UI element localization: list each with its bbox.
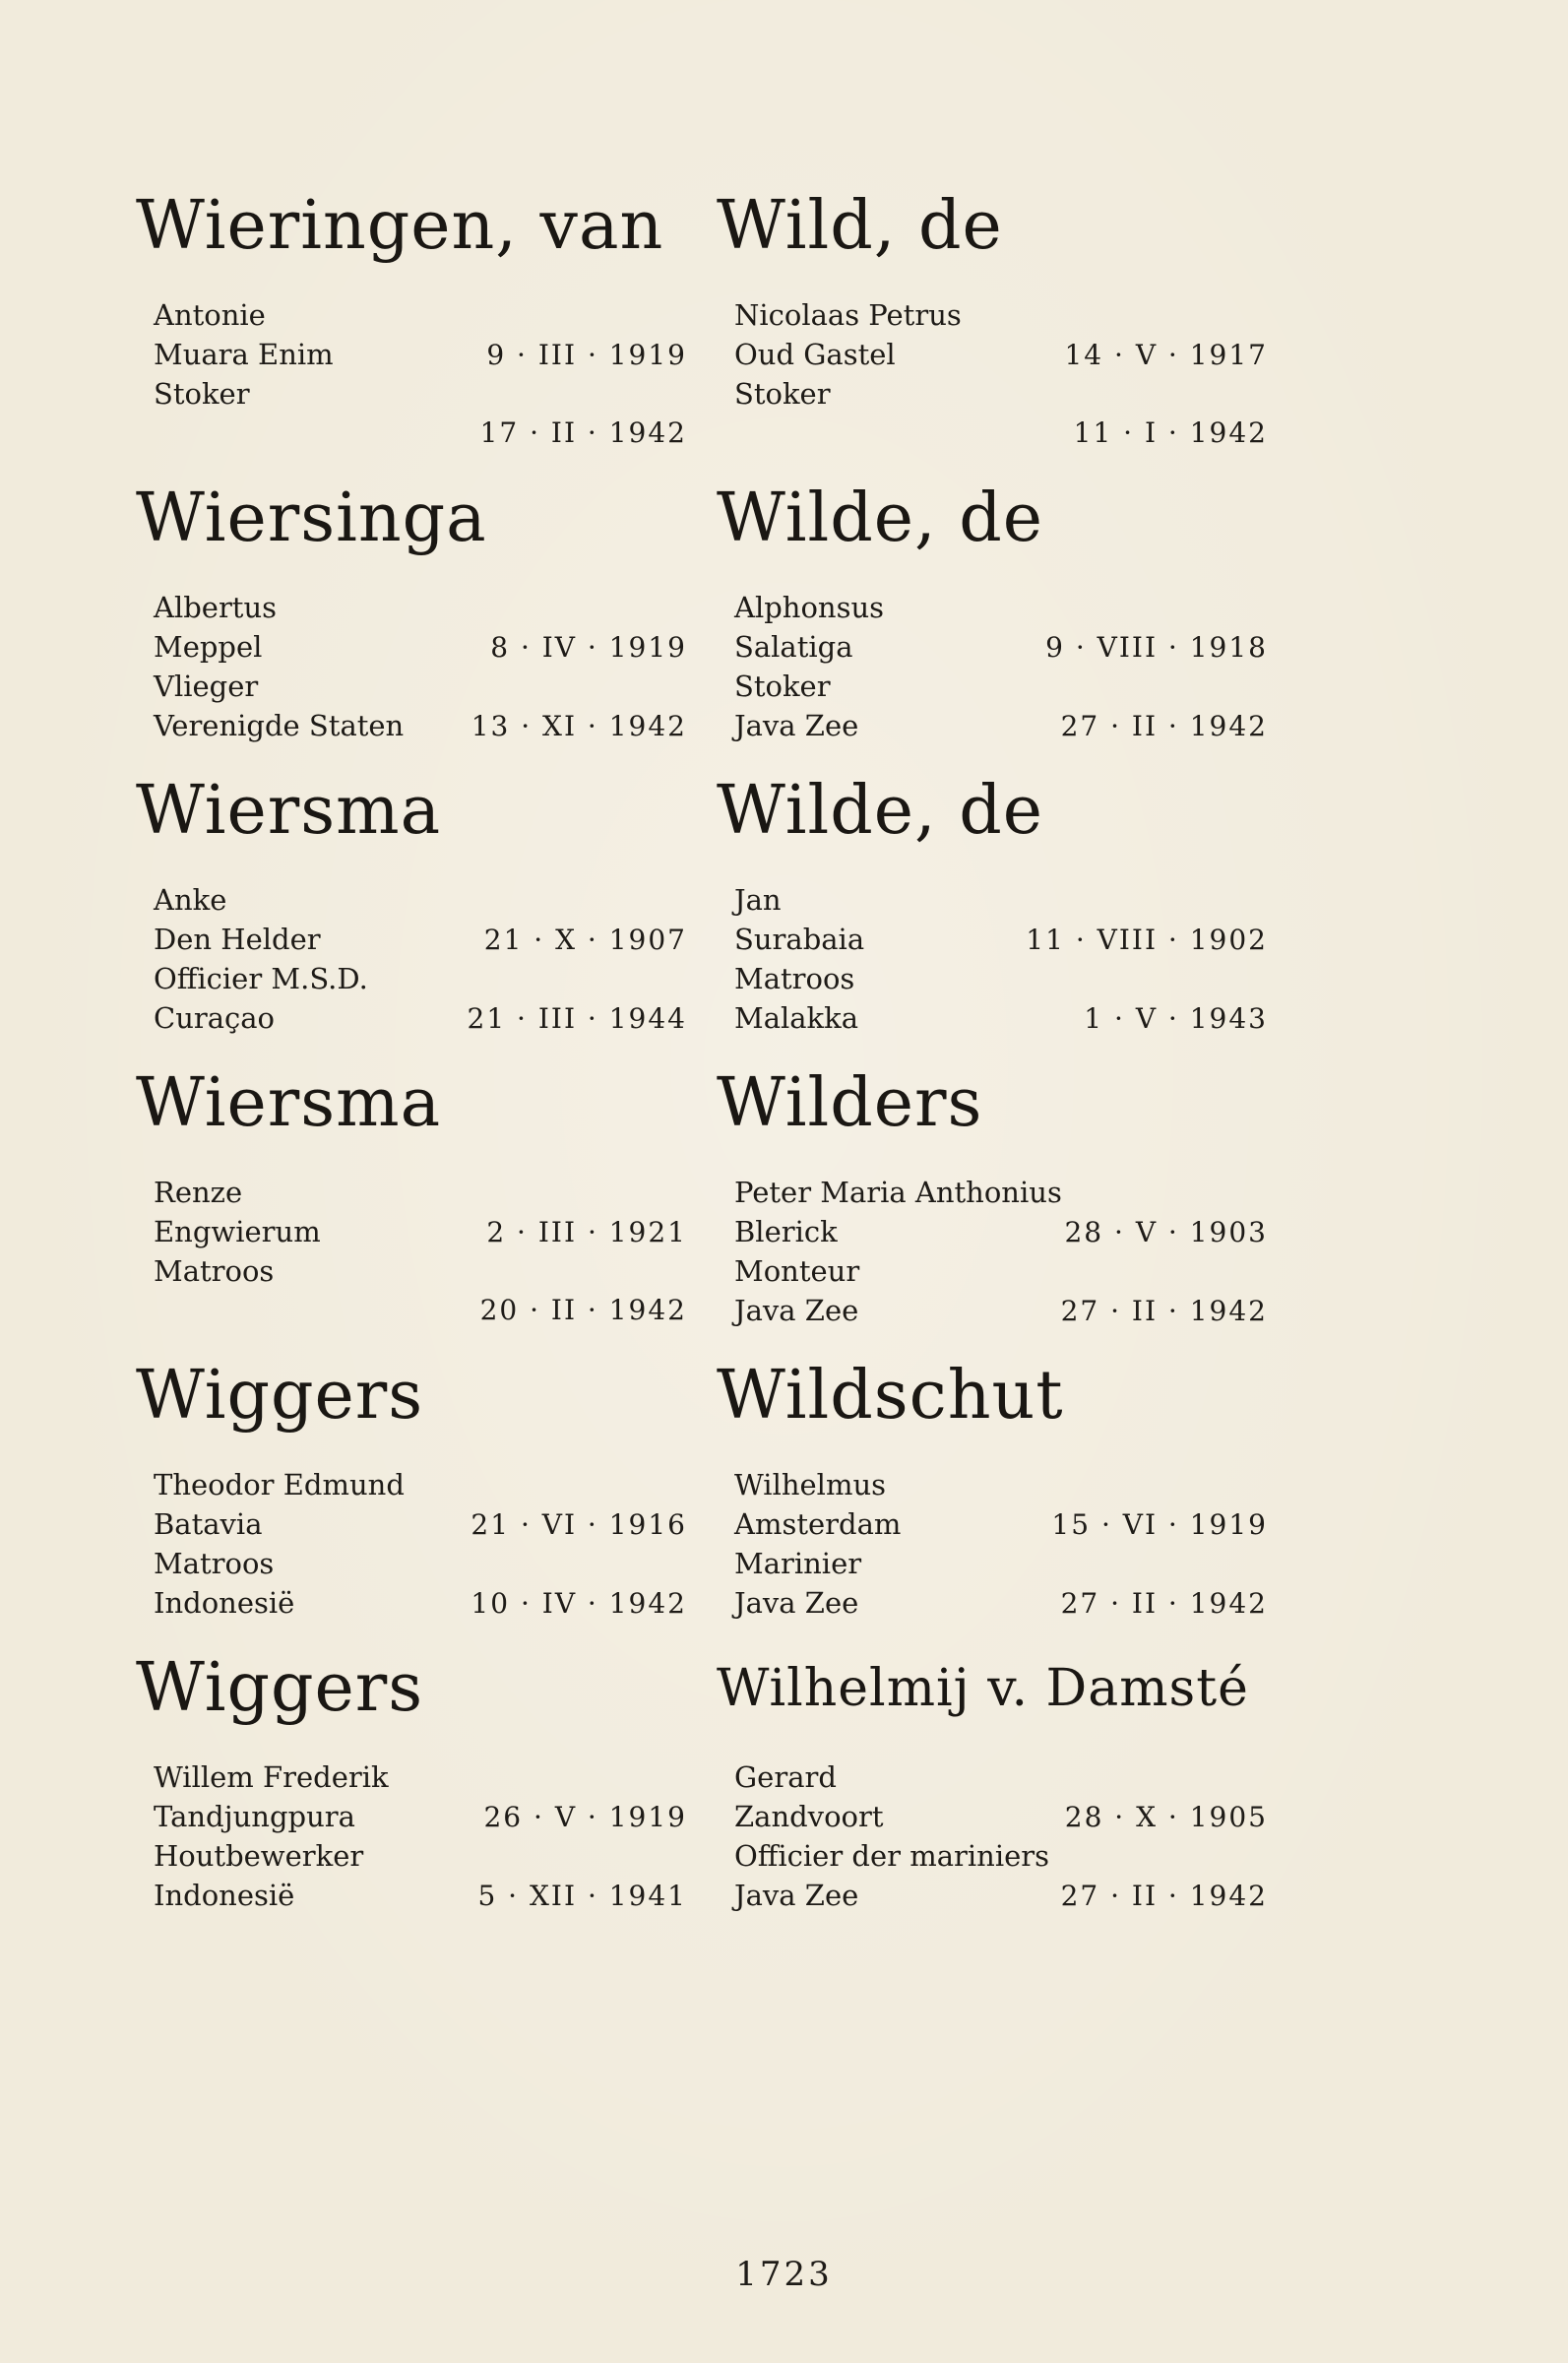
birth-row <box>717 335 1268 374</box>
surname-heading: Wilhelmij v. Damsté <box>717 1659 1249 1718</box>
first-name: Wilhelmus <box>734 1468 887 1501</box>
birth-date: 28 · V · 1903 <box>1064 1216 1268 1248</box>
rank-row <box>136 374 687 414</box>
first-name-row <box>136 1465 687 1504</box>
death-row <box>136 706 687 745</box>
rank: Officier der mariniers <box>734 1839 1050 1873</box>
rank: Stoker <box>734 377 831 411</box>
death-place: Indonesië <box>154 1586 295 1620</box>
rank: Stoker <box>154 377 250 411</box>
death-row <box>717 706 1268 745</box>
surname-heading: Wiersinga <box>136 479 487 557</box>
left-column <box>136 187 687 1942</box>
death-row <box>136 1583 687 1623</box>
first-name: Nicolaas Petrus <box>734 298 962 332</box>
memorial-entry <box>717 1357 1268 1649</box>
rank: Monteur <box>734 1254 860 1288</box>
birthplace: Blerick <box>734 1215 838 1248</box>
rank: Marinier <box>734 1547 862 1580</box>
birthplace: Salatiga <box>734 630 853 664</box>
death-date: 17 · II · 1942 <box>479 416 687 449</box>
surname-heading: Wiersma <box>136 772 442 850</box>
death-date: 5 · XII · 1941 <box>477 1880 687 1912</box>
rank: Stoker <box>734 670 831 703</box>
first-name: Antonie <box>154 298 266 332</box>
birth-date: 14 · V · 1917 <box>1064 339 1268 371</box>
surname-heading: Wilde, de <box>717 772 1043 850</box>
birth-date: 28 · X · 1905 <box>1064 1801 1268 1833</box>
death-place: Java Zee <box>734 1586 859 1620</box>
memorial-entry <box>136 187 687 479</box>
birthplace: Tandjungpura <box>154 1800 355 1833</box>
right-column <box>717 187 1268 1942</box>
surname-heading: Wildschut <box>717 1357 1064 1435</box>
rank-row <box>717 374 1268 414</box>
first-name-row <box>717 880 1268 920</box>
birthplace: Den Helder <box>154 923 321 956</box>
birthplace: Amsterdam <box>734 1507 902 1541</box>
memorial-entry <box>136 1357 687 1649</box>
birth-row <box>136 920 687 959</box>
first-name-row <box>136 1173 687 1212</box>
first-name-row <box>717 1465 1268 1504</box>
rank: Matroos <box>154 1254 275 1288</box>
memorial-entry <box>136 1649 687 1942</box>
first-name-row <box>136 880 687 920</box>
death-row <box>717 414 1268 453</box>
rank: Houtbewerker <box>154 1839 364 1873</box>
birth-row <box>717 920 1268 959</box>
death-date: 27 · II · 1942 <box>1060 1880 1268 1912</box>
first-name: Jan <box>734 883 782 917</box>
death-place: Java Zee <box>734 1294 859 1327</box>
birth-row <box>717 627 1268 667</box>
death-place: Indonesië <box>154 1879 295 1912</box>
rank: Matroos <box>154 1547 275 1580</box>
birth-date: 9 · VIII · 1918 <box>1045 631 1268 664</box>
death-place: Java Zee <box>734 709 859 742</box>
death-row <box>717 1876 1268 1915</box>
first-name: Albertus <box>154 591 278 624</box>
birth-date: 15 · VI · 1919 <box>1051 1508 1268 1541</box>
first-name-row <box>136 588 687 627</box>
memorial-entry <box>136 1064 687 1357</box>
birth-date: 21 · VI · 1916 <box>470 1508 687 1541</box>
surname-heading: Wiersma <box>136 1064 442 1142</box>
surname-heading: Wiggers <box>136 1357 424 1435</box>
rank-row <box>136 1836 687 1876</box>
birth-row <box>136 1504 687 1544</box>
first-name-row <box>136 1757 687 1797</box>
page-number: 1723 <box>735 2255 833 2294</box>
birthplace: Engwierum <box>154 1215 321 1248</box>
rank: Officier M.S.D. <box>154 962 368 995</box>
birthplace: Meppel <box>154 630 263 664</box>
birthplace: Batavia <box>154 1507 263 1541</box>
birthplace: Surabaia <box>734 923 865 956</box>
birth-date: 26 · V · 1919 <box>483 1801 687 1833</box>
death-row <box>717 1291 1268 1330</box>
rank-row <box>717 1836 1268 1876</box>
rank: Matroos <box>734 962 855 995</box>
memorial-entry <box>717 187 1268 479</box>
surname-heading: Wieringen, van <box>136 187 664 265</box>
death-date: 21 · III · 1944 <box>467 1002 687 1035</box>
birth-date: 8 · IV · 1919 <box>490 631 687 664</box>
first-name: Anke <box>154 883 227 917</box>
rank-row <box>717 959 1268 998</box>
death-row <box>136 1291 687 1330</box>
rank-row <box>136 1544 687 1583</box>
surname-heading: Wilde, de <box>717 479 1043 557</box>
rank-row <box>136 667 687 706</box>
death-place: Curaçao <box>154 1001 276 1035</box>
rank: Vlieger <box>154 670 259 703</box>
death-place: Malakka <box>734 1001 858 1035</box>
first-name: Gerard <box>734 1760 837 1794</box>
death-date: 1 · V · 1943 <box>1084 1002 1268 1035</box>
memorial-entry <box>717 1064 1268 1357</box>
birth-row <box>717 1797 1268 1836</box>
death-date: 10 · IV · 1942 <box>470 1587 687 1620</box>
first-name: Willem Frederik <box>154 1760 389 1794</box>
memorial-entry <box>136 479 687 772</box>
birth-row <box>136 1797 687 1836</box>
birth-date: 9 · III · 1919 <box>486 339 687 371</box>
death-date: 13 · XI · 1942 <box>470 710 687 742</box>
memorial-entry <box>717 479 1268 772</box>
rank-row <box>717 667 1268 706</box>
birthplace: Oud Gastel <box>734 338 896 371</box>
first-name-row <box>717 295 1268 335</box>
birth-row <box>136 335 687 374</box>
birth-row <box>136 1212 687 1251</box>
rank-row <box>717 1251 1268 1291</box>
first-name-row <box>717 1173 1268 1212</box>
birth-row <box>717 1212 1268 1251</box>
rank-row <box>136 1251 687 1291</box>
death-row <box>136 414 687 453</box>
birth-row <box>136 627 687 667</box>
memorial-entry <box>717 1649 1268 1942</box>
death-date: 27 · II · 1942 <box>1060 710 1268 742</box>
memorial-entry <box>136 772 687 1064</box>
first-name-row <box>136 295 687 335</box>
first-name: Theodor Edmund <box>154 1468 405 1501</box>
death-date: 27 · II · 1942 <box>1060 1587 1268 1620</box>
death-row <box>136 1876 687 1915</box>
birth-row <box>717 1504 1268 1544</box>
surname-heading: Wiggers <box>136 1649 424 1727</box>
surname-heading: Wild, de <box>717 187 1003 265</box>
birthplace: Zandvoort <box>734 1800 884 1833</box>
surname-heading: Wilders <box>717 1064 983 1142</box>
first-name: Peter Maria Anthonius <box>734 1176 1062 1209</box>
death-place: Java Zee <box>734 1879 859 1912</box>
first-name-row <box>717 1757 1268 1797</box>
birth-date: 21 · X · 1907 <box>483 924 687 956</box>
death-date: 20 · II · 1942 <box>479 1294 687 1326</box>
rank-row <box>717 1544 1268 1583</box>
death-row <box>136 998 687 1038</box>
birth-date: 2 · III · 1921 <box>486 1216 687 1248</box>
rank-row <box>136 959 687 998</box>
death-date: 11 · I · 1942 <box>1073 416 1268 449</box>
death-date: 27 · II · 1942 <box>1060 1295 1268 1327</box>
first-name-row <box>717 588 1268 627</box>
birth-date: 11 · VIII · 1902 <box>1026 924 1268 956</box>
death-place: Verenigde Staten <box>154 709 405 742</box>
first-name: Alphonsus <box>734 591 885 624</box>
death-row <box>717 998 1268 1038</box>
first-name: Renze <box>154 1176 243 1209</box>
birthplace: Muara Enim <box>154 338 334 371</box>
memorial-entry <box>717 772 1268 1064</box>
death-row <box>717 1583 1268 1623</box>
